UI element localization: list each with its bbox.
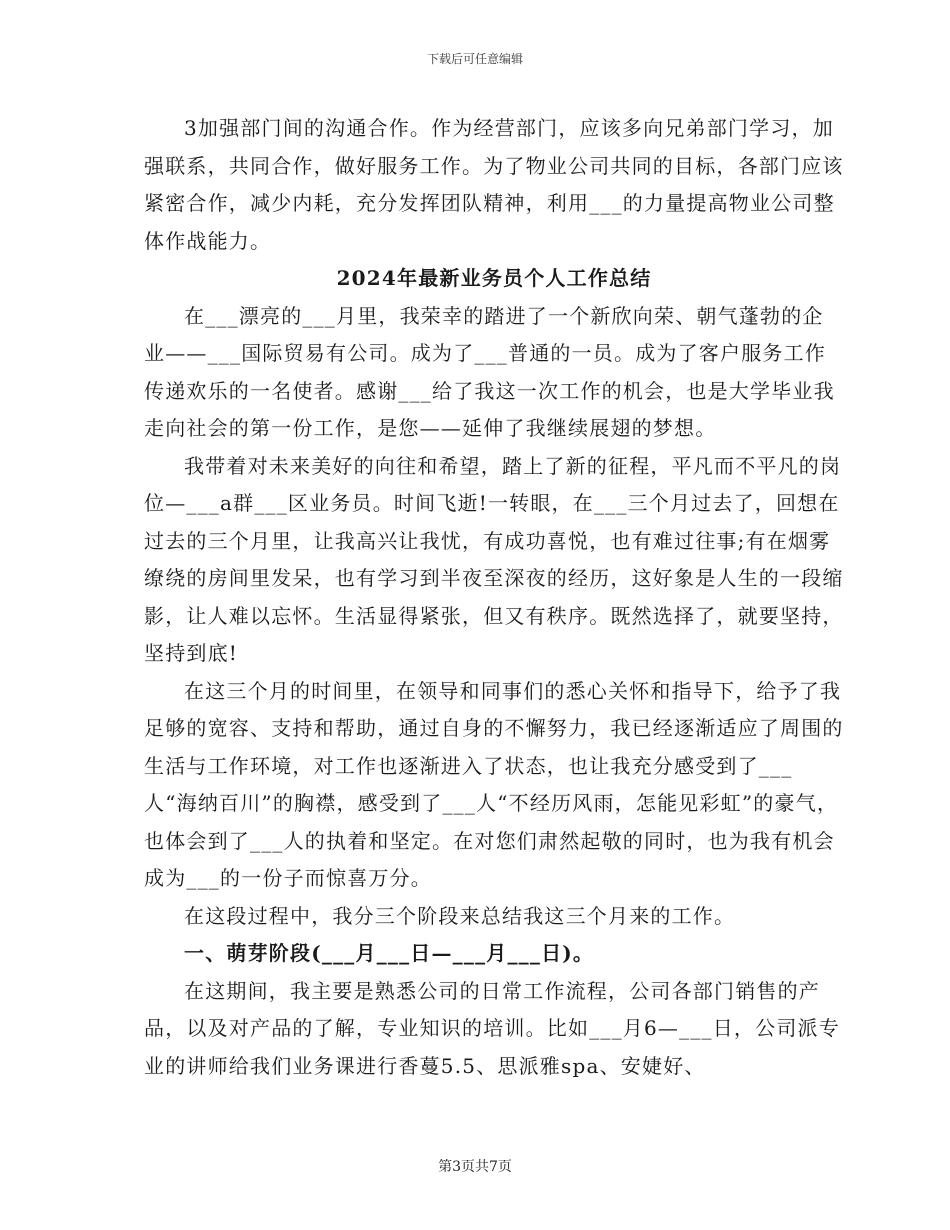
page-header: 下载后可任意编辑: [426, 52, 523, 66]
paragraph-communication: 3加强部门间的沟通合作。作为经营部门，应该多向兄弟部门学习，加强联系，共同合作，做好服务工作。为了物业公司共同的目标，各部门应该紧密合作，减少内耗，充分发挥团队精神，利用___的力量提高物业公司整体作战能力。: [144, 116, 844, 253]
section-heading-stage-one: 一、萌芽阶段(___月___日—___月___日)。: [184, 941, 595, 965]
paragraph-journey: 我带着对未来美好的向往和希望，踏上了新的征程，平凡而不平凡的岗位—___a群___区业务员。时间飞逝!一转眼，在___三个月过去了，回想在过去的三个月里，让我高兴让我忧，有成功喜悦，也有难过往事;有在烟雾缭绕的房间里发呆，也有学习到半夜至深夜的经历，这好象是人生的一段缩影，让人难以忘怀。生活显得紧张，但又有秩序。既然选择了，就要坚持，坚持到底!: [144, 453, 844, 665]
paragraph-stages-intro: 在这段过程中，我分三个阶段来总结我这三个月来的工作。: [184, 903, 736, 928]
paragraph-intro: 在___漂亮的___月里，我荣幸的踏进了一个新欣向荣、朝气蓬勃的企业——___国际贸易有公司。成为了___普通的一员。成为了客户服务工作传递欢乐的一名使者。感谢___给了我这一次工作的机会，也是大学毕业我走向社会的第一份工作，是您——延伸了我继续展翅的梦想。: [144, 303, 835, 440]
document-body: [144, 110, 844, 1085]
paragraph-stage-one: 在这期间，我主要是熟悉公司的日常工作流程，公司各部门销售的产品，以及对产品的了解，专业知识的培训。比如___月6—___日，公司派专业的讲师给我们业务课进行香蔓5.5、思派雅spa、安婕好、: [144, 978, 840, 1078]
paragraph-gratitude: 在这三个月的时间里，在领导和同事们的悉心关怀和指导下，给予了我足够的宽容、支持和帮助，通过自身的不懈努力，我已经逐渐适应了周围的生活与工作环境，对工作也逐渐进入了状态，也让我充分感受到了___人“海纳百川”的胸襟，感受到了___人“不经历风雨，怎能见彩虹”的豪气，也体会到了___人的执着和坚定。在对您们肃然起敬的同时，也为我有机会成为___的一份子而惊喜万分。: [144, 678, 844, 890]
document-title: 2024年最新业务员个人工作总结: [336, 266, 652, 290]
page-footer: 第3页共7页: [438, 1159, 512, 1175]
